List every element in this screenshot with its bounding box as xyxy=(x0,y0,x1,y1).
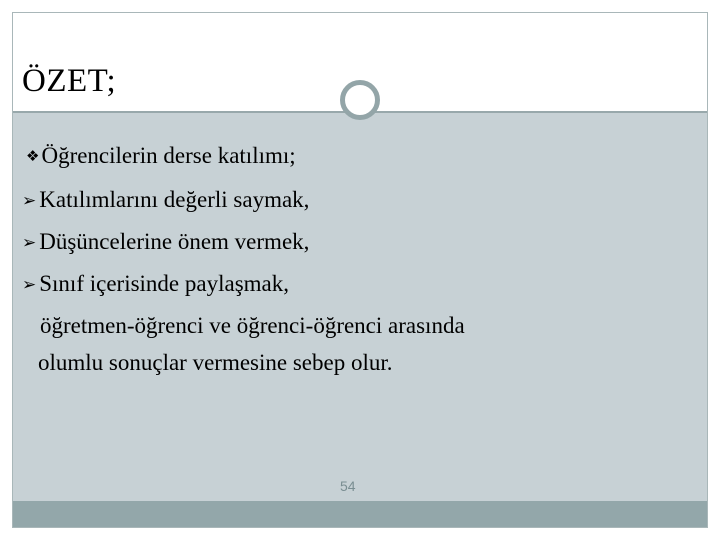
footer-bar xyxy=(13,501,707,527)
list-item xyxy=(22,228,309,258)
diamond-bullet-icon: ❖ xyxy=(26,147,40,165)
list-item-text: Sınıf içerisinde paylaşmak, xyxy=(39,271,289,296)
list-item-text: Düşüncelerine önem vermek, xyxy=(39,229,310,254)
continuation-line: öğretmen-öğrenci ve öğrenci-öğrenci arasında xyxy=(40,313,465,338)
heading-item-text: Öğrencilerin derse katılımı; xyxy=(41,143,296,168)
circle-ornament-icon xyxy=(340,80,380,120)
list-item xyxy=(22,270,289,300)
page-number: 54 xyxy=(340,478,356,494)
heading-item xyxy=(26,142,296,172)
arrowhead-bullet-icon: ➢ xyxy=(22,275,37,295)
continuation-line: olumlu sonuçlar vermesine sebep olur. xyxy=(38,350,393,375)
arrowhead-bullet-icon: ➢ xyxy=(22,191,37,211)
arrowhead-bullet-icon: ➢ xyxy=(22,233,37,253)
slide-title: ÖZET; xyxy=(22,63,117,99)
list-item xyxy=(22,186,309,216)
list-item-text: Katılımlarını değerli saymak, xyxy=(39,187,310,212)
